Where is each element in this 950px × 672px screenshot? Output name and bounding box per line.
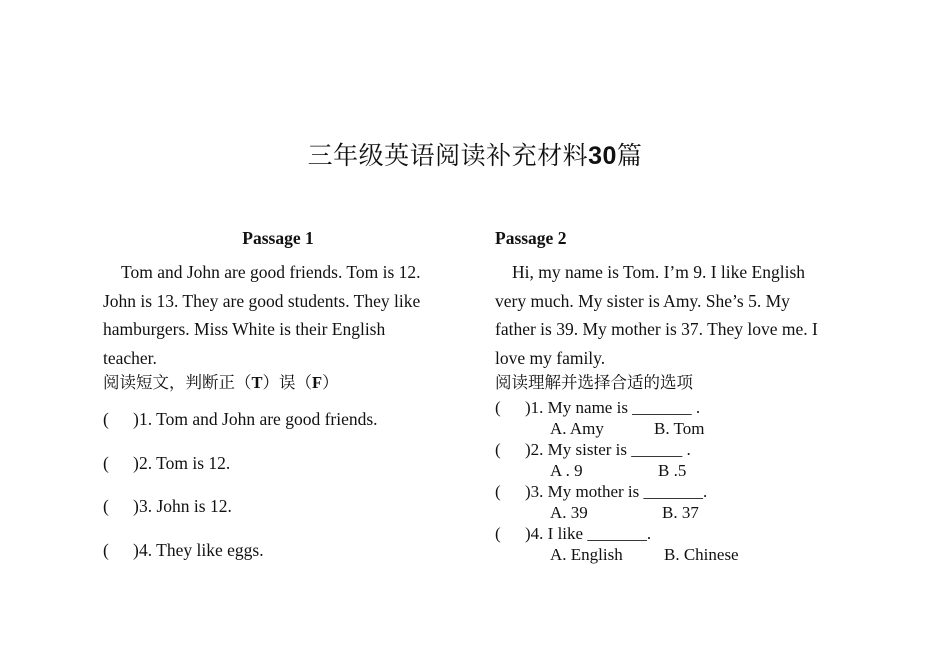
paragraph-line: Tom and John are good friends. Tom is 12. bbox=[121, 262, 421, 282]
question-text: )2. My sister is ______ . bbox=[525, 440, 691, 459]
question-1 bbox=[103, 398, 453, 441]
choice-question-1 bbox=[495, 397, 845, 439]
paragraph-line: John is 13. They are good students. They like bbox=[103, 290, 421, 311]
passage-1-heading: Passage 1 bbox=[242, 228, 314, 248]
question-text: )3. My mother is _______. bbox=[525, 482, 708, 501]
answer-paren[interactable]: ( bbox=[103, 539, 109, 560]
passage-2-questions bbox=[495, 397, 845, 565]
answer-paren[interactable]: ( bbox=[103, 496, 109, 516]
paragraph-line: love my family. bbox=[495, 347, 606, 368]
option-a[interactable]: A. English bbox=[550, 545, 623, 564]
instruction-text: ）误（ bbox=[262, 373, 313, 392]
answer-paren[interactable]: ( bbox=[103, 409, 109, 429]
option-b[interactable]: B. Tom bbox=[654, 419, 705, 438]
passage-1-paragraph bbox=[103, 258, 453, 372]
document-title bbox=[0, 136, 950, 172]
paragraph-line: father is 39. My mother is 37. They love me. I bbox=[495, 319, 818, 339]
true-mark: T bbox=[251, 373, 263, 392]
paragraph-line: Hi, my name is Tom. I’m 9. I like English bbox=[512, 262, 806, 282]
passage-2-instruction: 阅读理解并选择合适的选项 bbox=[495, 373, 693, 392]
option-a[interactable]: A. Amy bbox=[550, 419, 604, 438]
passage-2 bbox=[495, 226, 845, 565]
question-4 bbox=[103, 529, 453, 572]
title-text: 三年级英语阅读补充材料 bbox=[307, 141, 589, 170]
option-b[interactable]: B. Chinese bbox=[664, 545, 739, 564]
answer-paren-close: ) bbox=[133, 539, 139, 560]
answer-paren[interactable]: ( bbox=[103, 452, 109, 473]
passage-1-instruction bbox=[103, 369, 453, 397]
answer-paren[interactable]: ( bbox=[495, 440, 501, 459]
title-number: 30 bbox=[588, 142, 617, 170]
option-a[interactable]: A. 39 bbox=[550, 503, 588, 522]
paragraph-line: very much. My sister is Amy. She’s 5. My bbox=[495, 290, 790, 311]
choice-question-4 bbox=[495, 523, 845, 565]
paragraph-line: teacher. bbox=[103, 347, 157, 368]
instruction-text: 阅读短文，判断正（ bbox=[103, 373, 252, 392]
option-b[interactable]: B .5 bbox=[658, 461, 687, 480]
answer-paren[interactable]: ( bbox=[495, 398, 501, 417]
question-text: 3. John is 12. bbox=[139, 496, 232, 516]
question-text: 2. Tom is 12. bbox=[139, 452, 231, 473]
option-a[interactable]: A . 9 bbox=[550, 461, 583, 480]
answer-paren[interactable]: ( bbox=[495, 482, 501, 501]
question-text: )4. I like _______. bbox=[525, 524, 652, 543]
question-text: )1. My name is _______ . bbox=[525, 398, 701, 417]
instruction-text: ） bbox=[322, 373, 339, 392]
question-text: 4. They like eggs. bbox=[139, 539, 264, 560]
passage-1 bbox=[103, 226, 453, 571]
option-b[interactable]: B. 37 bbox=[662, 503, 699, 522]
question-text: 1. Tom and John are good friends. bbox=[139, 409, 378, 429]
false-mark: F bbox=[312, 373, 323, 392]
answer-paren-close: ) bbox=[133, 409, 139, 429]
answer-paren-close: ) bbox=[133, 496, 139, 516]
question-3 bbox=[103, 485, 453, 528]
passage-2-heading: Passage 2 bbox=[495, 228, 567, 248]
passage-2-paragraph bbox=[495, 258, 845, 372]
question-2 bbox=[103, 442, 453, 485]
answer-paren[interactable]: ( bbox=[495, 524, 501, 543]
choice-question-2 bbox=[495, 439, 845, 481]
paragraph-line: hamburgers. Miss White is their English bbox=[103, 319, 386, 339]
answer-paren-close: ) bbox=[133, 452, 139, 473]
title-suffix: 篇 bbox=[616, 141, 643, 170]
choice-question-3 bbox=[495, 481, 845, 523]
